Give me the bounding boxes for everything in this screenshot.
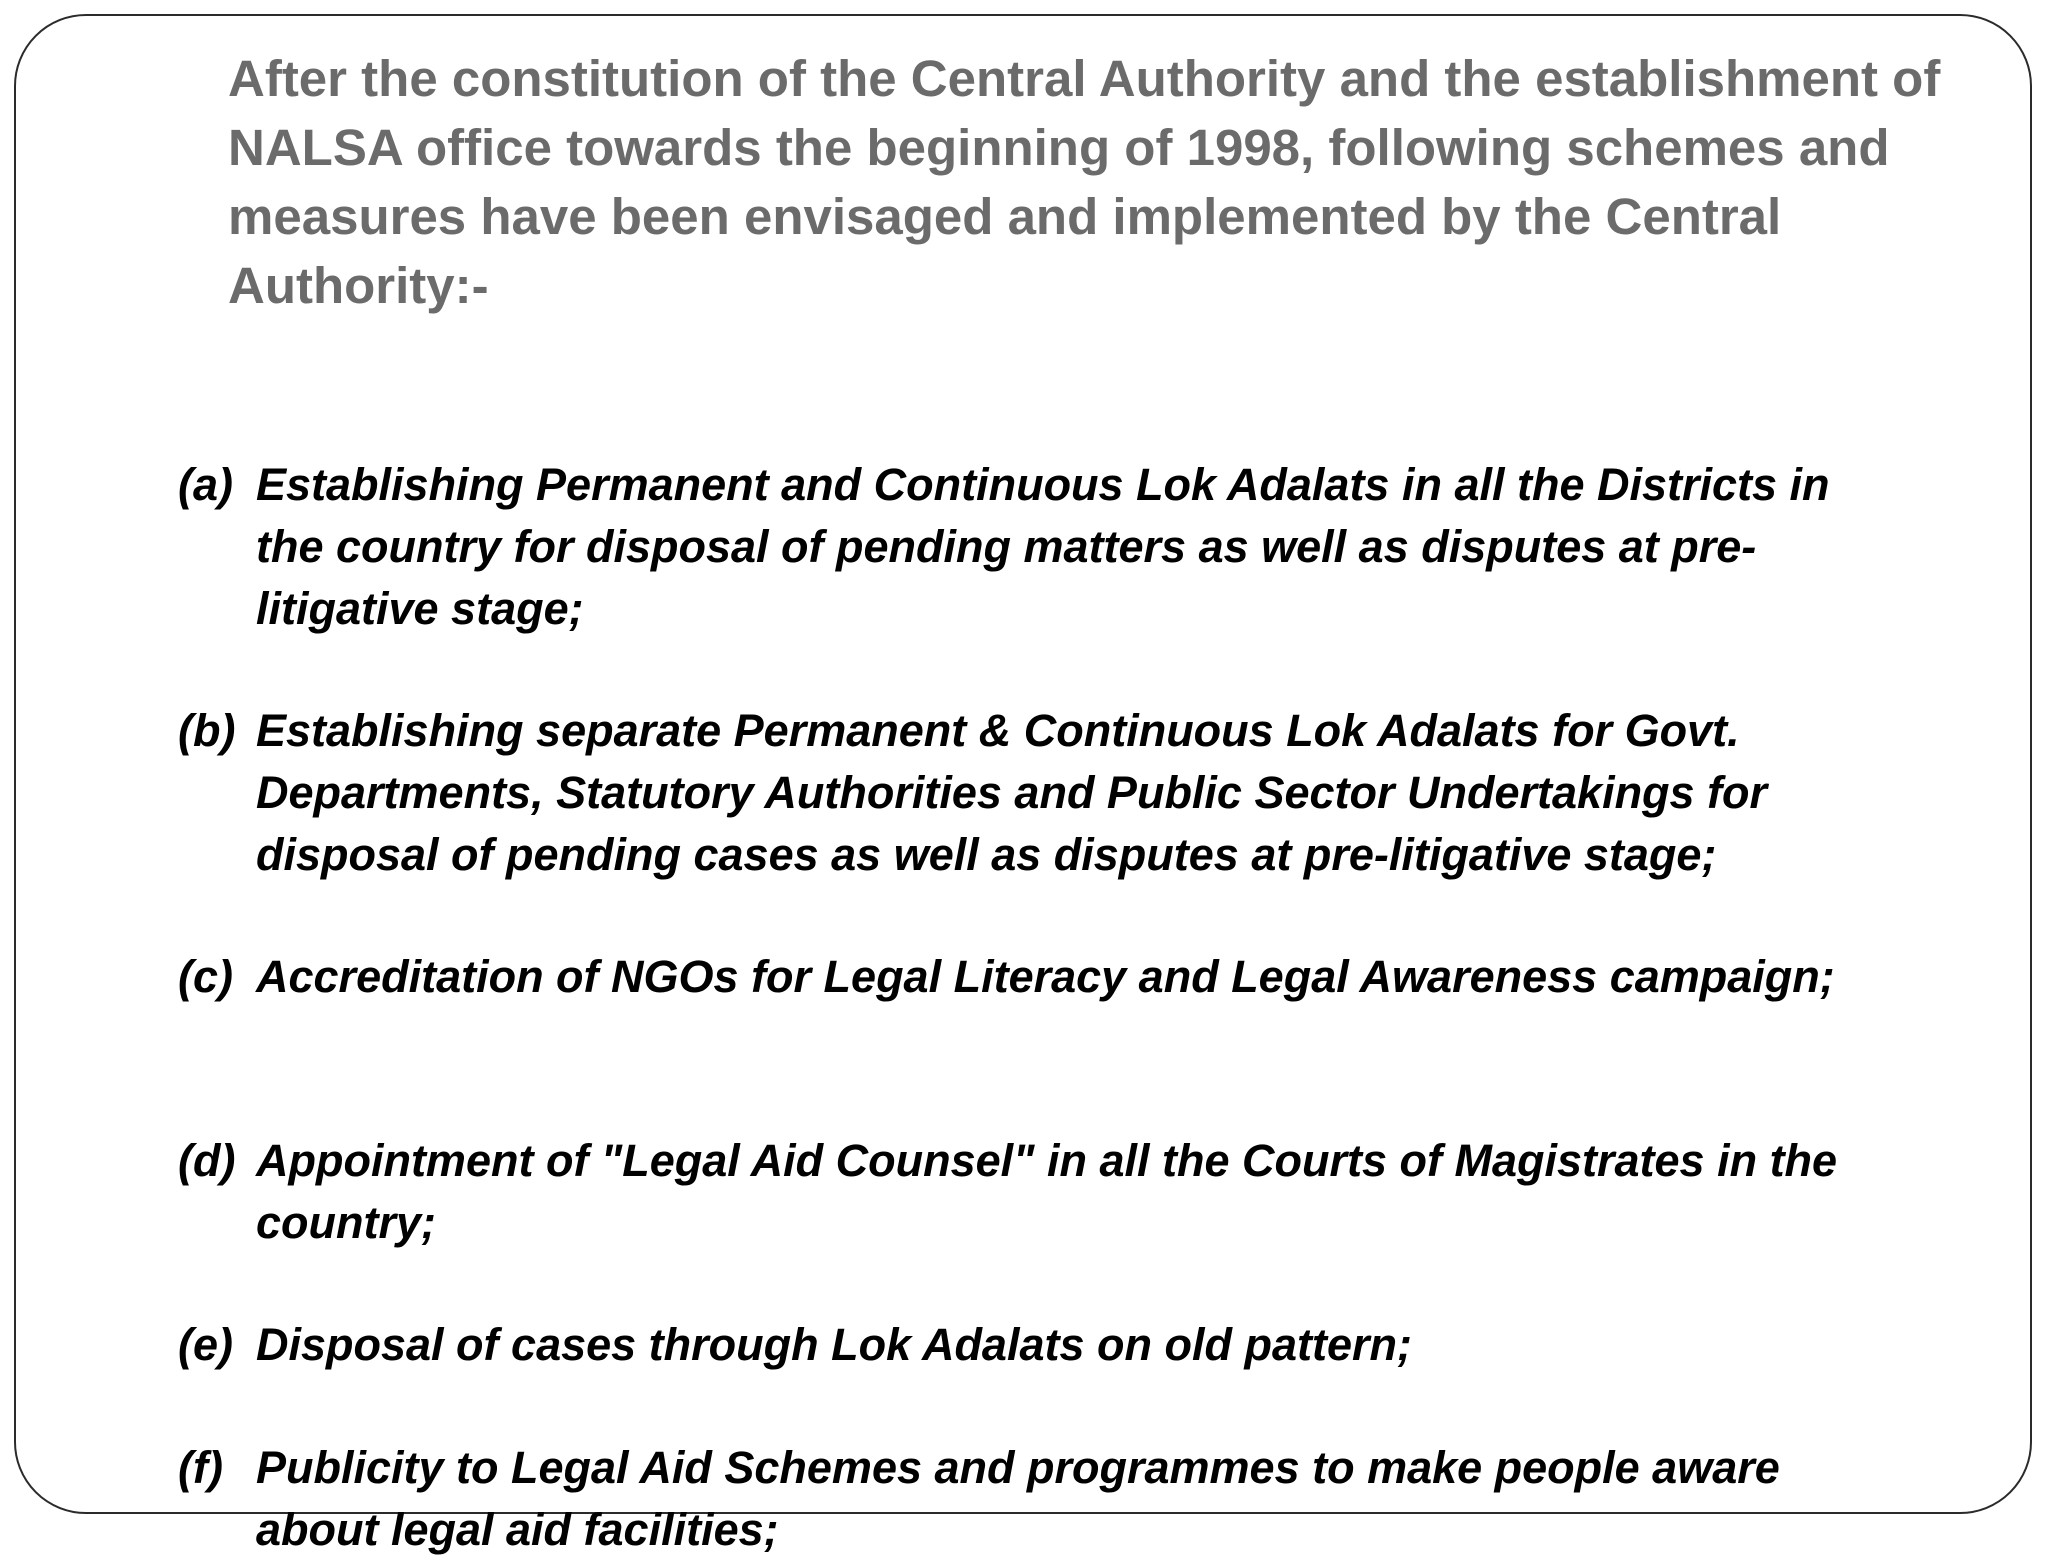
list-item — [178, 946, 1878, 1008]
list-item-label: (f) — [178, 1442, 223, 1493]
list-item — [178, 454, 1878, 640]
list-item-label: (b) — [178, 705, 236, 756]
slide-title: After the constitution of the Central Authority and the establishment of NALSA office towards the beginning of 1998, following schemes and measures have been envisaged and implemented by the Central Authority:- — [228, 50, 1941, 314]
list-item — [178, 1130, 1878, 1254]
list-item — [178, 700, 1878, 886]
list-item-label: (e) — [178, 1319, 233, 1370]
list-item-text: Establishing Permanent and Continuous Lok Adalats in all the Districts in the country for disposal of pending matters as well as disputes at pre-litigative stage; — [256, 459, 1830, 634]
list-item-text: Establishing separate Permanent & Continuous Lok Adalats for Govt. Departments, Statutory Authorities and Public Sector Undertakings for disposal of pending cases as well as disputes at pre-litigative stage; — [256, 705, 1768, 880]
scheme-list — [16, 16, 2030, 1555]
list-item-text: Accreditation of NGOs for Legal Literacy and Legal Awareness campaign; — [256, 951, 1835, 1002]
list-item — [178, 1314, 1878, 1376]
list-item-text: Appointment of "Legal Aid Counsel" in all the Courts of Magistrates in the country; — [256, 1135, 1838, 1248]
list-item-text: Publicity to Legal Aid Schemes and programmes to make people aware about legal aid facilities; — [256, 1442, 1780, 1555]
list-item-text: Disposal of cases through Lok Adalats on old pattern; — [256, 1319, 1412, 1370]
list-item-label: (d) — [178, 1135, 236, 1186]
list-item-label: (a) — [178, 459, 233, 510]
list-item-label: (c) — [178, 951, 233, 1002]
list-item — [178, 1437, 1878, 1561]
slide-frame — [14, 14, 2032, 1555]
